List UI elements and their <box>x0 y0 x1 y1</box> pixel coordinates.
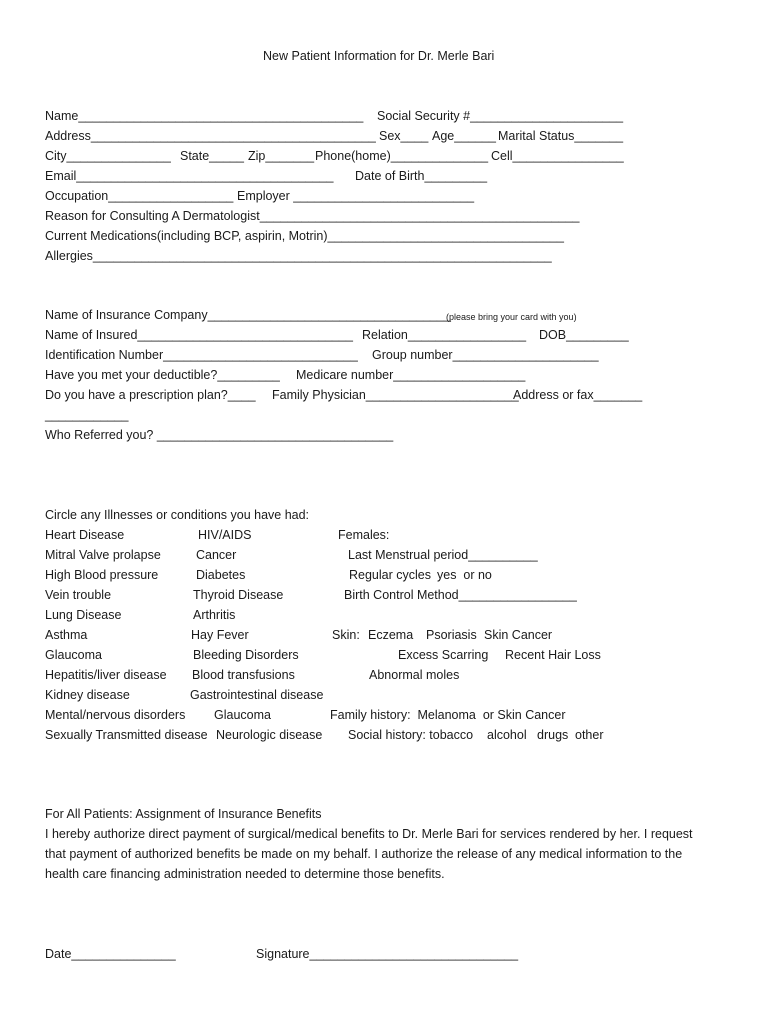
skin-option-eczema[interactable]: Eczema <box>368 628 414 642</box>
family-physician-field[interactable]: Family Physician______________________ <box>272 388 519 402</box>
illness-option[interactable]: Sexually Transmitted disease <box>45 728 208 742</box>
illness-option[interactable]: Cancer <box>196 548 237 562</box>
skin-option-psoriasis[interactable]: Psoriasis <box>426 628 477 642</box>
regular-cycles-option[interactable]: yes or no <box>437 568 492 582</box>
medications-field[interactable]: Current Medications(including BCP, aspirin, Motrin)__________________________________ <box>45 229 564 243</box>
illness-option[interactable]: HIV/AIDS <box>198 528 252 542</box>
illness-option[interactable]: Mental/nervous disorders <box>45 708 186 722</box>
last-menstrual-period-field[interactable]: Last Menstrual period__________ <box>348 548 538 562</box>
illness-option[interactable]: Neurologic disease <box>216 728 323 742</box>
illness-option[interactable]: Gastrointestinal disease <box>190 688 324 702</box>
cell-field[interactable]: Cell________________ <box>491 149 624 163</box>
skin-option-abnormal-moles[interactable]: Abnormal moles <box>369 668 460 682</box>
phone-home-field[interactable]: Phone(home)______________ <box>315 149 489 163</box>
illness-option[interactable]: Bleeding Disorders <box>193 648 299 662</box>
group-number-field[interactable]: Group number_____________________ <box>372 348 599 362</box>
assignment-heading: For All Patients: Assignment of Insurance Benefits <box>45 807 322 821</box>
allergies-field[interactable]: Allergies__________________________________________________________________ <box>45 249 552 263</box>
illness-option[interactable]: High Blood pressure <box>45 568 159 582</box>
signature-field[interactable]: Signature______________________________ <box>256 947 519 961</box>
social-history-alcohol[interactable]: alcohol <box>487 728 527 742</box>
assignment-text-line: I hereby authorize direct payment of surgical/medical benefits to Dr. Merle Bari for services rendered by her. I request <box>45 827 693 841</box>
zip-field[interactable]: Zip_______ <box>248 149 315 163</box>
sex-field[interactable]: Sex____ <box>379 129 429 143</box>
occupation-field[interactable]: Occupation__________________ <box>45 189 234 203</box>
illness-option[interactable]: Thyroid Disease <box>193 588 284 602</box>
social-history-drugs[interactable]: drugs <box>537 728 569 742</box>
age-field[interactable]: Age______ <box>432 129 496 143</box>
illness-option[interactable]: Heart Disease <box>45 528 125 542</box>
social-history-tobacco[interactable]: Social history: tobacco <box>348 728 474 742</box>
assignment-text-line: that payment of authorized benefits be made on my behalf. I authorize the release of any medical information to the <box>45 847 683 861</box>
birth-control-method-field[interactable]: Birth Control Method_________________ <box>344 588 577 602</box>
city-field[interactable]: City_______________ <box>45 149 171 163</box>
insured-name-field[interactable]: Name of Insured_______________________________ <box>45 328 353 342</box>
illness-option[interactable]: Hay Fever <box>191 628 249 642</box>
employer-field[interactable]: Employer __________________________ <box>237 189 475 203</box>
skin-option-excess-scarring[interactable]: Excess Scarring <box>398 648 489 662</box>
illness-option[interactable]: Diabetes <box>196 568 246 582</box>
state-field[interactable]: State_____ <box>180 149 244 163</box>
relation-field[interactable]: Relation_________________ <box>362 328 527 342</box>
identification-number-field[interactable]: Identification Number____________________________ <box>45 348 358 362</box>
skin-label: Skin: <box>332 628 360 642</box>
family-history-line[interactable]: Family history: Melanoma or Skin Cancer <box>330 708 566 722</box>
skin-option-recent-hair-loss[interactable]: Recent Hair Loss <box>505 648 601 662</box>
illness-option[interactable]: Vein trouble <box>45 588 112 602</box>
marital-status-field[interactable]: Marital Status_______ <box>498 129 624 143</box>
social-history-other[interactable]: other <box>575 728 604 742</box>
illness-option[interactable]: Kidney disease <box>45 688 130 702</box>
insured-dob-field[interactable]: DOB_________ <box>539 328 629 342</box>
reason-field[interactable]: Reason for Consulting A Dermatologist______________________________________________ <box>45 209 580 223</box>
deductible-field[interactable]: Have you met your deductible?_________ <box>45 368 280 382</box>
illness-option[interactable]: Glaucoma <box>214 708 271 722</box>
prescription-plan-field[interactable]: Do you have a prescription plan?____ <box>45 388 256 402</box>
date-of-birth-field[interactable]: Date of Birth_________ <box>355 169 488 183</box>
medicare-number-field[interactable]: Medicare number___________________ <box>296 368 526 382</box>
ssn-field[interactable]: Social Security #______________________ <box>377 109 624 123</box>
insurance-company-field[interactable]: Name of Insurance Company___________________________________ <box>45 308 451 322</box>
name-field[interactable]: Name_________________________________________ <box>45 109 364 123</box>
illness-option[interactable]: Arthritis <box>193 608 236 622</box>
illnesses-heading: Circle any Illnesses or conditions you have had: <box>45 508 310 522</box>
females-label: Females: <box>338 528 390 542</box>
date-field[interactable]: Date_______________ <box>45 947 176 961</box>
address-fax-continuation[interactable]: ____________ <box>45 408 129 422</box>
illness-option[interactable]: Asthma <box>45 628 88 642</box>
insurance-card-note: (please bring your card with you) <box>446 312 577 322</box>
physician-address-fax-field[interactable]: Address or fax_______ <box>513 388 643 402</box>
regular-cycles-label: Regular cycles <box>349 568 431 582</box>
illness-option[interactable]: Lung Disease <box>45 608 122 622</box>
referred-by-field[interactable]: Who Referred you? __________________________________ <box>45 428 394 442</box>
illness-option[interactable]: Glaucoma <box>45 648 102 662</box>
skin-option-skin-cancer[interactable]: Skin Cancer <box>484 628 553 642</box>
email-field[interactable]: Email_____________________________________ <box>45 169 334 183</box>
illness-option[interactable]: Mitral Valve prolapse <box>45 548 161 562</box>
illness-option[interactable]: Blood transfusions <box>192 668 295 682</box>
page-title: New Patient Information for Dr. Merle Bari <box>263 49 495 63</box>
address-field[interactable]: Address_________________________________________ <box>45 129 376 143</box>
assignment-text-line: health care financing administration needed to determine those benefits. <box>45 867 445 881</box>
illness-option[interactable]: Hepatitis/liver disease <box>45 668 167 682</box>
